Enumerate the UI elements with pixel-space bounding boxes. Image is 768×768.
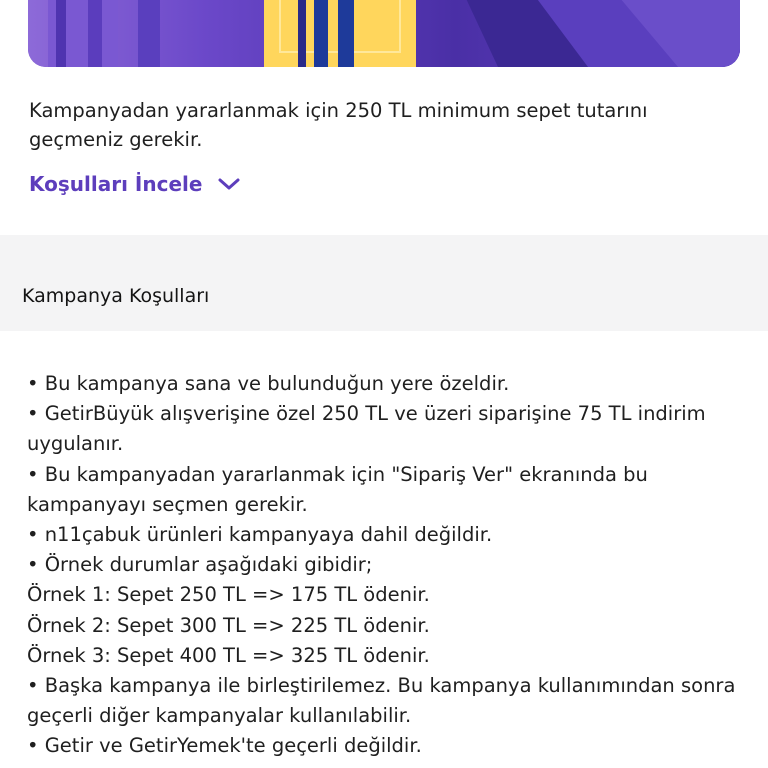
terms-list-item: • Bu kampanyadan yararlanmak için "Sipariş Ver" ekranında bu kampanyayı seçmen gerekir. bbox=[27, 462, 655, 516]
terms-list-item: • Başka kampanya ile birleştirilemez. Bu kampanya kullanımından sonra geçerli diğer kampanyalar kullanılabilir. bbox=[27, 674, 742, 728]
terms-list bbox=[27, 369, 752, 762]
terms-list-item: • GetirBüyük alışverişine özel 250 TL ve üzeri siparişine 75 TL indirim uygulanır. bbox=[27, 402, 712, 456]
section-title: Kampanya Koşulları bbox=[22, 285, 210, 307]
section-header bbox=[0, 235, 768, 331]
terms-list-item: • Örnek durumlar aşağıdaki gibidir; bbox=[27, 553, 373, 577]
conditions-toggle-button[interactable] bbox=[29, 169, 242, 199]
campaign-banner bbox=[28, 0, 740, 67]
chevron-down-icon bbox=[216, 175, 242, 193]
campaign-banner-area bbox=[0, 0, 768, 80]
campaign-summary: Kampanyadan yararlanmak için 250 TL minimum sepet tutarını geçmeniz gerekir. bbox=[29, 99, 648, 151]
terms-list-item: Örnek 1: Sepet 250 TL => 175 TL ödenir. bbox=[27, 583, 430, 607]
banner-illustration bbox=[28, 0, 740, 67]
terms-list-item: Örnek 2: Sepet 300 TL => 225 TL ödenir. bbox=[27, 613, 430, 637]
conditions-toggle-label: Koşulları İncele bbox=[29, 172, 203, 196]
terms-list-item: Örnek 3: Sepet 400 TL => 325 TL ödenir. bbox=[27, 643, 430, 667]
terms-list-item: • n11çabuk ürünleri kampanyaya dahil değildir. bbox=[27, 523, 493, 547]
terms-list-item: • Getir ve GetirYemek'te geçerli değildir. bbox=[27, 734, 422, 758]
terms-list-item: • Bu kampanya sana ve bulunduğun yere özeldir. bbox=[27, 372, 510, 395]
